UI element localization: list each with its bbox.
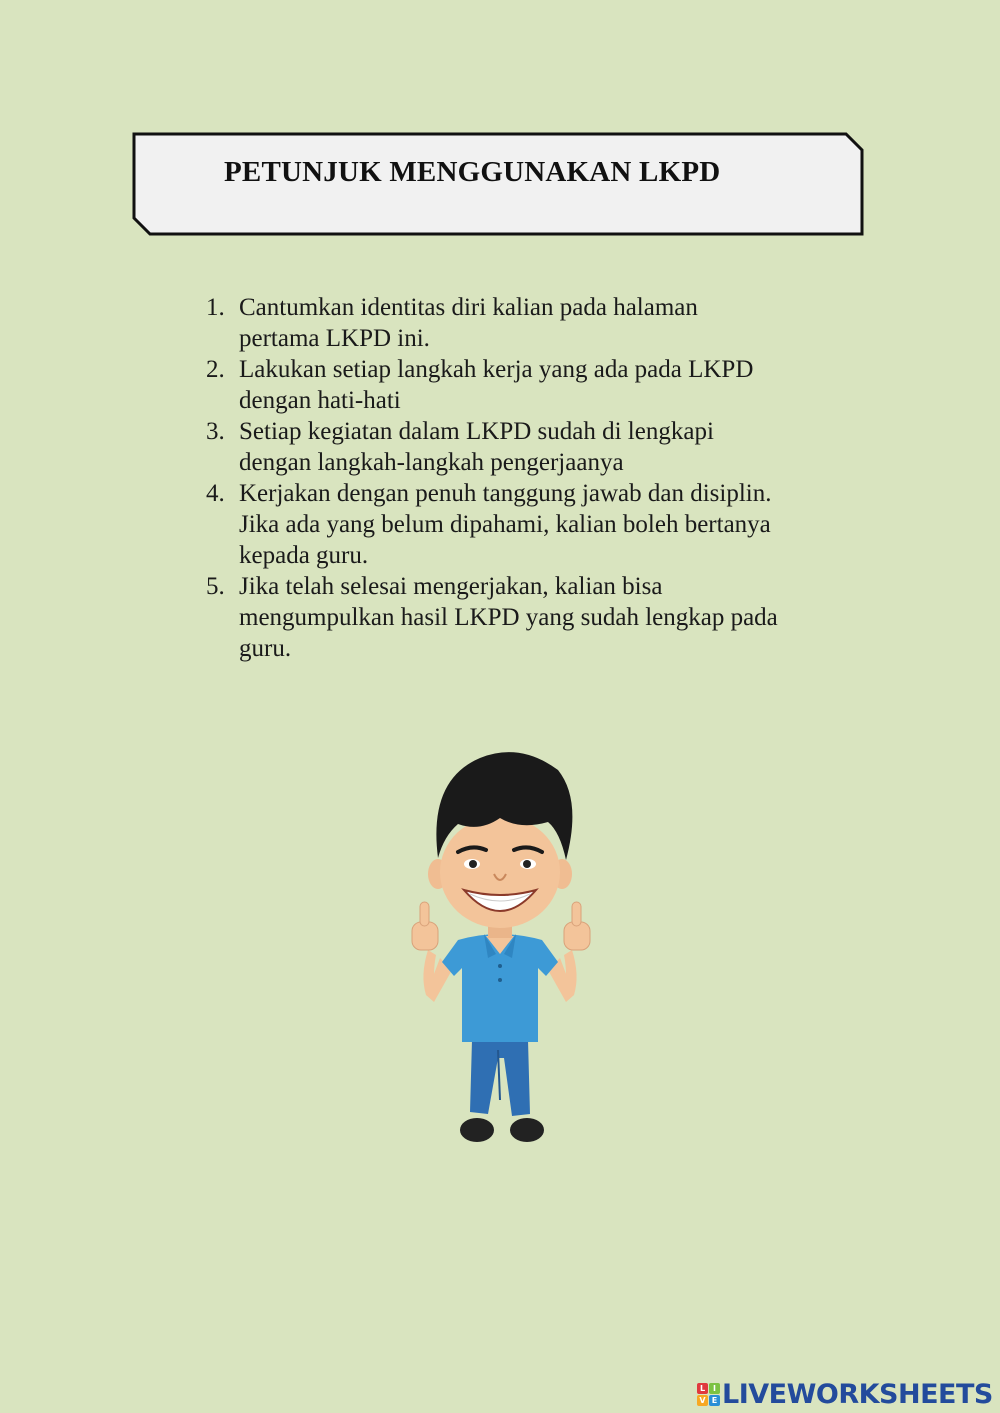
item-number: 1. [206, 294, 225, 321]
item-number: 5. [206, 573, 225, 600]
cartoon-boy-thumbs-up-illustration [400, 740, 600, 1165]
item-line: Kerjakan dengan penuh tanggung jawab dan disiplin. [239, 480, 772, 507]
logo-mark-icon [697, 1383, 720, 1406]
logo-letter: I [709, 1383, 720, 1394]
list-item [206, 571, 846, 664]
liveworksheets-logo [697, 1378, 993, 1410]
item-line: pertama LKPD ini. [239, 325, 430, 352]
item-line: mengumpulkan hasil LKPD yang sudah lengkap pada [239, 604, 778, 631]
logo-letter: L [697, 1383, 708, 1394]
list-item [206, 292, 846, 354]
item-line: dengan hati-hati [239, 387, 401, 414]
item-number: 2. [206, 356, 225, 383]
list-item [206, 416, 846, 478]
item-line: Jika telah selesai mengerjakan, kalian bisa [239, 573, 663, 600]
item-line: guru. [239, 635, 292, 662]
item-line: dengan langkah-langkah pengerjaanya [239, 449, 624, 476]
title-box [132, 132, 864, 236]
logo-letter: E [709, 1395, 720, 1406]
item-line: Lakukan setiap langkah kerja yang ada pada LKPD [239, 356, 754, 383]
item-line: kepada guru. [239, 542, 369, 569]
list-item [206, 354, 846, 416]
logo-text: LIVEWORKSHEETS [722, 1378, 993, 1410]
item-line: Cantumkan identitas diri kalian pada halaman [239, 294, 698, 321]
item-number: 4. [206, 480, 225, 507]
item-line: Jika ada yang belum dipahami, kalian boleh bertanya [239, 511, 771, 538]
logo-letter: V [697, 1395, 708, 1406]
item-line: Setiap kegiatan dalam LKPD sudah di lengkapi [239, 418, 714, 445]
item-number: 3. [206, 418, 225, 445]
list-item [206, 478, 846, 571]
instruction-list [206, 292, 846, 664]
page-title: PETUNJUK MENGGUNAKAN LKPD [224, 156, 721, 188]
